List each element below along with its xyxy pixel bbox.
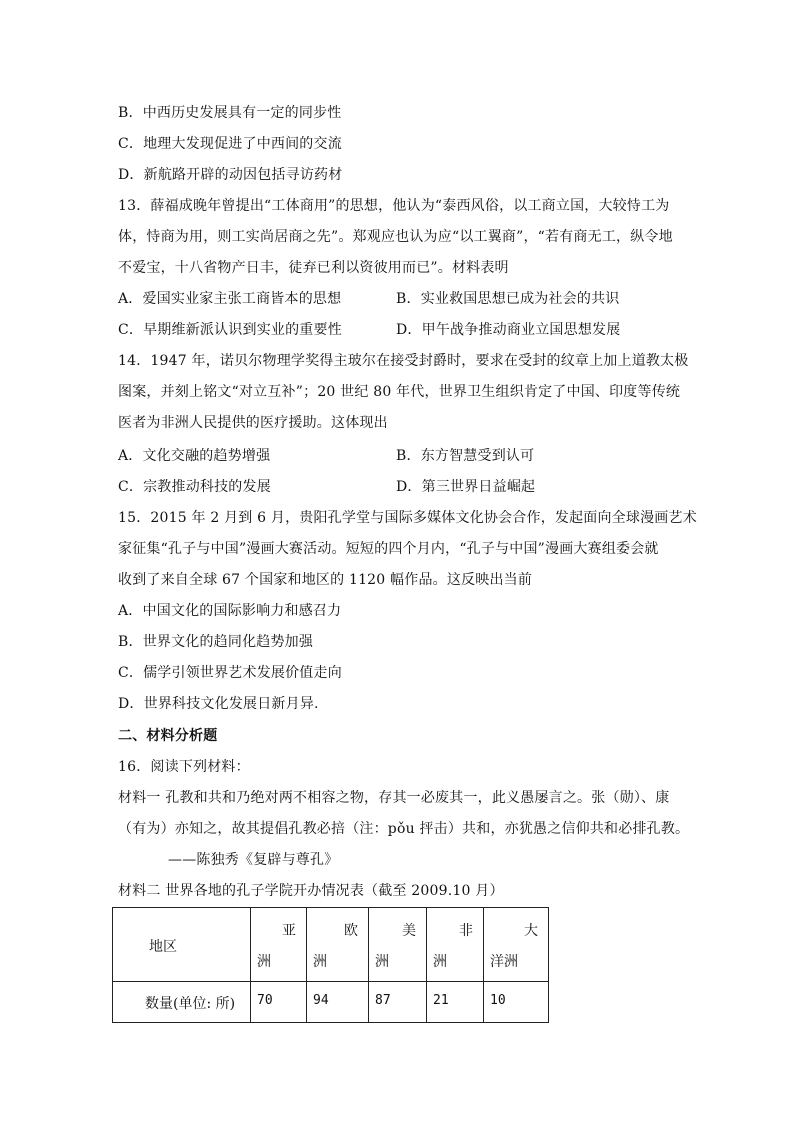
q12-option-d: D．新航路开辟的动因包括寻访药材: [118, 167, 343, 183]
q12-option-c: C．地理大发现促进了中西间的交流: [118, 136, 342, 152]
q14-stem-line-2: 图案，并刻上铭文“对立互补”；20 世纪 80 年代，世界卫生组织肯定了中国、印度等传统: [118, 384, 681, 400]
confucius-institute-table: [112, 907, 549, 1023]
region-header: 地区: [149, 939, 177, 955]
q16-material1-line-1: 材料一 孔教和共和乃绝对两不相容之物，存其一必废其一，此义愚屡言之。张（勋）、康: [118, 790, 670, 806]
region-africa-header: 非 洲: [427, 908, 484, 982]
q15-option-c: C．儒学引领世界艺术发展价值走向: [118, 665, 342, 681]
q14-option-b: B．东方智慧受到认可: [396, 448, 535, 464]
q14-option-a: A．文化交融的趋势增强: [118, 448, 271, 464]
count-asia: 70: [251, 982, 307, 1023]
q13-stem-line-1: 13．薛福成晚年曾提出“工体商用”的思想，他认为“泰西风俗，以工商立国，大较恃工为: [118, 198, 670, 214]
region-oceania-header: 大 洋洲: [484, 908, 549, 982]
q15-stem-line-1: 15．2015 年 2 月到 6 月，贵阳孔学堂与国际多媒体文化协会合作，发起面向全球漫画艺术: [118, 510, 697, 526]
count-africa: 21: [427, 982, 484, 1023]
q16-intro: 16．阅读下列材料：: [118, 759, 250, 775]
count-europe: 94: [307, 982, 369, 1023]
region-header-cell: [113, 908, 251, 982]
count-label-cell: [113, 982, 251, 1023]
table-row: [113, 982, 549, 1023]
region-europe-header: 欧 洲: [307, 908, 369, 982]
q14-stem-line-3: 医者为非洲人民提供的医疗援助。这体现出: [118, 415, 388, 431]
count-label: 数量(单位: 所): [145, 996, 236, 1012]
q15-option-d: D．世界科技文化发展日新月异.: [118, 696, 319, 712]
q13-option-a: A．爱国实业家主张工商皆本的思想: [118, 291, 342, 307]
count-america: 87: [369, 982, 427, 1023]
region-asia-header: 亚 洲: [251, 908, 307, 982]
count-oceania: 10: [484, 982, 549, 1023]
q13-stem-line-3: 不爱宝，十八省物产日丰，徒弃已利以资彼用而已”。材料表明: [118, 260, 509, 276]
section-title: 二、材料分析题: [118, 728, 218, 744]
q15-stem-line-3: 收到了来自全球 67 个国家和地区的 1120 幅作品。这反映出当前: [118, 572, 533, 588]
q14-option-d: D．第三世界日益崛起: [396, 479, 536, 495]
q14-option-c: C．宗教推动科技的发展: [118, 479, 271, 495]
region-america-header: 美 洲: [369, 908, 427, 982]
q15-option-b: B．世界文化的趋同化趋势加强: [118, 634, 314, 650]
table-header-row: [113, 908, 549, 982]
q14-stem-line-1: 14．1947 年，诺贝尔物理学奖得主玻尔在接受封爵时，要求在受封的纹章上加上道教太极: [118, 353, 689, 369]
q16-material1-line-2: （有为）亦知之，故其提倡孔教必掊（注：pǒu 抨击）共和，亦犹愚之信仰共和必排孔教。: [118, 821, 690, 837]
q12-option-b: B．中西历史发展具有一定的同步性: [118, 105, 342, 121]
q13-option-b: B．实业救国思想已成为社会的共识: [396, 291, 620, 307]
q13-option-c: C．早期维新派认识到实业的重要性: [118, 322, 342, 338]
q15-stem-line-2: 家征集“孔子与中国”漫画大赛活动。短短的四个月内，“孔子与中国”漫画大赛组委会就: [118, 541, 659, 557]
q16-material2-title: 材料二 世界各地的孔子学院开办情况表（截至 2009.10 月）: [118, 883, 504, 899]
q15-option-a: A．中国文化的国际影响力和感召力: [118, 603, 342, 619]
q13-stem-line-2: 体，恃商为用，则工实尚居商之先”。郑观应也认为应“以工翼商”，“若有商无工，纵令地: [118, 229, 673, 245]
q16-material1-source: ——陈独秀《复辟与尊孔》: [168, 852, 339, 868]
q13-option-d: D．甲午战争推动商业立国思想发展: [396, 322, 621, 338]
